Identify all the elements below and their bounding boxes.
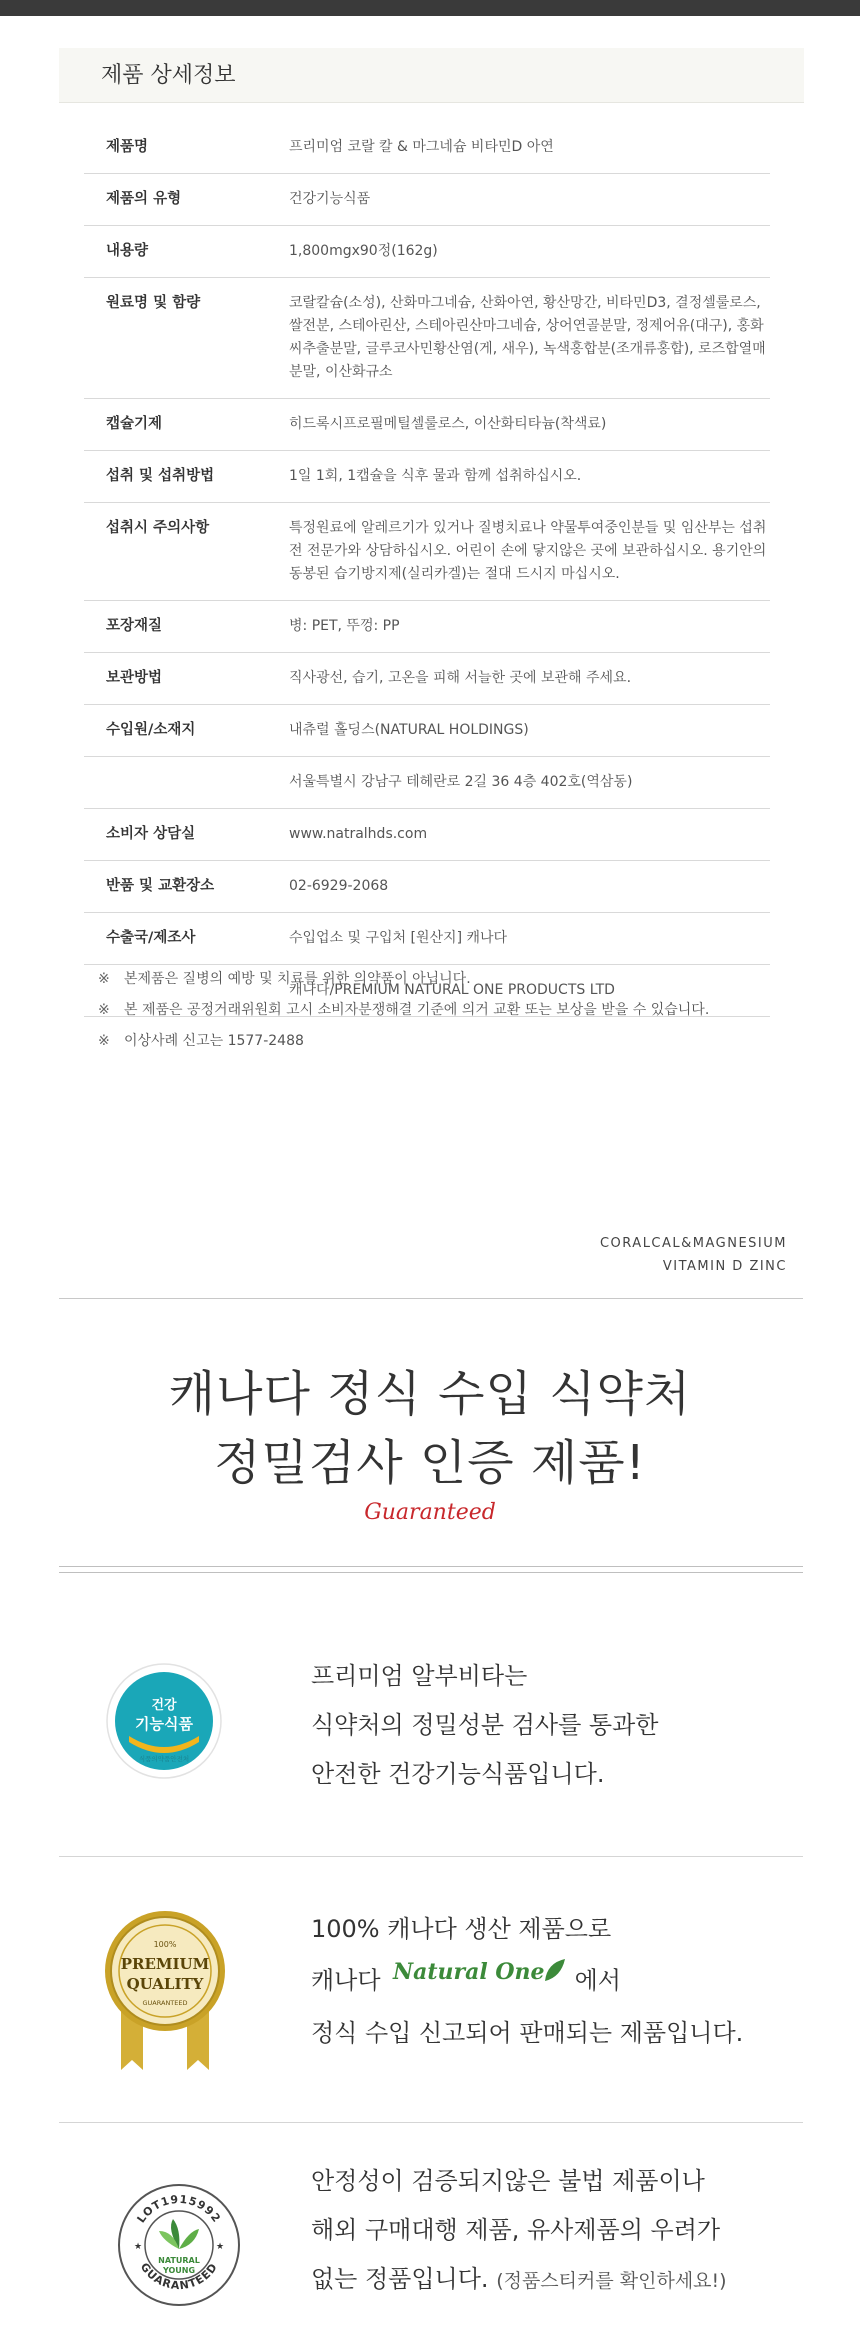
spec-value: 수입업소 및 구입처 [원산지] 캐나다 (289, 930, 508, 946)
spec-value: 프리미엄 코랄 칼 & 마그네슘 비타민D 아연 (289, 139, 554, 155)
notice-text: 본 제품은 공정거래위원회 고시 소비자분쟁해결 기준에 의거 교환 또는 보상을 받을 수 있습니다. (124, 1002, 710, 1018)
feature-health-food (59, 1600, 803, 1840)
feature-genuine-product (59, 2123, 803, 2335)
feature-1-line: 안전한 건강기능식품입니다. (311, 1760, 605, 1788)
svg-text:100%: 100% (153, 1940, 177, 1949)
spec-value: 히드록시프로필메틸셀룰로스, 이산화티타늄(착색료) (289, 416, 607, 432)
spec-value: 코랄칼슘(소성), 산화마그네슘, 산화아연, 황산망간, 비타민D3, 결정셀룰로스, 쌀전분, 스테아린산, 스테아린산마그네슘, 상어연골분말, 정제어유(대구), 홍화씨추출분말, 글루코사민황산염(게, 새우), 녹색홍합분(조개류홍합), 로즈합열매분말, 이산화규소 (289, 295, 766, 380)
spec-value: 병: PET, 뚜껑: PP (289, 618, 400, 634)
spec-label: 제품명 (106, 139, 149, 155)
feature-3-text (311, 2157, 727, 2306)
feature-3-line (311, 2255, 727, 2306)
spec-value: www.natralhds.com (289, 826, 428, 842)
spec-row (84, 809, 770, 861)
premium-quality-badge-icon (103, 1905, 227, 2079)
spec-label: 제품의 유형 (106, 191, 182, 207)
health-food-badge-icon (105, 1662, 223, 1784)
natural-one-logo-icon (387, 1951, 569, 2006)
feature-2-line (311, 1954, 743, 2009)
spec-label: 섭취 및 섭취방법 (106, 468, 215, 484)
notice-mark: ※ (98, 971, 110, 987)
spec-label (84, 757, 289, 809)
natural-young-seal-icon (117, 2183, 241, 2311)
svg-text:건강: 건강 (151, 1698, 177, 1713)
feature-3-line: 안정성이 검증되지않은 불법 제품이나 (311, 2167, 705, 2195)
double-divider-bottom (59, 1572, 803, 1573)
spec-value: 건강기능식품 (289, 191, 371, 207)
feature-2-line: 정식 수입 신고되어 판매되는 제품입니다. (311, 2019, 744, 2047)
notice-list (98, 964, 798, 1057)
svg-text:QUALITY: QUALITY (126, 1975, 204, 1993)
feature-3-line-main: 없는 정품입니다. (311, 2265, 489, 2293)
svg-text:기능식품: 기능식품 (135, 1715, 193, 1733)
spec-value: 서울특별시 강남구 테헤란로 2길 36 4층 402호(역삼동) (289, 774, 633, 790)
feature-2-line-suffix: 에서 (574, 1966, 621, 1995)
svg-text:PREMIUM: PREMIUM (120, 1955, 210, 1973)
spec-label: 원료명 및 함량 (106, 295, 201, 311)
spec-row (84, 913, 770, 965)
svg-text:YOUNG: YOUNG (162, 2266, 196, 2275)
notice-text: 본제품은 질병의 예방 및 치료를 위한 의약품이 아닙니다. (124, 971, 471, 987)
detail-title: 제품 상세정보 (101, 63, 236, 88)
spec-value: 내츄럴 홀딩스(NATURAL HOLDINGS) (289, 722, 529, 738)
notice-text: 이상사례 신고는 1577-2488 (124, 1033, 304, 1049)
feature-3-line: 해외 구매대행 제품, 유사제품의 우려가 (311, 2216, 721, 2244)
detail-header (59, 48, 804, 103)
spec-label: 반품 및 교환장소 (106, 878, 215, 894)
spec-row (84, 653, 770, 705)
feature-2-line: 100% 캐나다 생산 제품으로 (311, 1915, 612, 1943)
svg-text:★: ★ (216, 2242, 225, 2252)
spec-label: 소비자 상담실 (106, 826, 196, 842)
spec-label: 포장재질 (106, 618, 163, 634)
brand-line-1: CORALCAL&MAGNESIUM (599, 1236, 787, 1251)
notice-item (98, 995, 798, 1026)
notice-mark: ※ (98, 1002, 110, 1018)
spec-table (84, 122, 770, 1017)
double-divider-top (59, 1566, 803, 1567)
sticker-check-note: (정품스티커를 확인하세요!) (496, 2270, 727, 2292)
feature-1-line: 프리미엄 알부비타는 (311, 1662, 528, 1690)
spec-row (84, 861, 770, 913)
headline-line-2: 정밀검사 인증 제품! (214, 1435, 646, 1491)
svg-text:GUARANTEED: GUARANTEED (142, 1999, 188, 2007)
spec-value: 특정원료에 알레르기가 있거나 질병치료나 약물투여중인분들 및 임산부는 섭취전 전문가와 상담하십시오. 어린이 손에 닿지않은 곳에 보관하십시오. 용기안의 동봉된 습기방지제(실리카겔)는 절대 드시지 마십시오. (289, 520, 767, 582)
spec-row (84, 122, 770, 174)
svg-text:★: ★ (134, 2242, 143, 2252)
top-bar (0, 0, 860, 16)
spec-row (84, 757, 770, 809)
spec-row (84, 226, 770, 278)
feature-1-text (311, 1652, 658, 1799)
svg-text:식품의약품안전처: 식품의약품안전처 (138, 1755, 190, 1763)
guaranteed-tagline: Guaranteed (364, 1500, 496, 1525)
spec-row (84, 399, 770, 451)
notice-item (98, 964, 798, 995)
notice-mark: ※ (98, 1033, 110, 1049)
brand-line-2: VITAMIN D ZINC (662, 1259, 787, 1274)
notice-item (98, 1026, 798, 1057)
spec-label: 내용량 (106, 243, 149, 259)
spec-row (84, 705, 770, 757)
spec-value: 1일 1회, 1캡슐을 식후 물과 함께 섭취하십시오. (289, 468, 582, 484)
spec-row (84, 503, 770, 601)
spec-value: 직사광선, 습기, 고온을 피해 서늘한 곳에 보관해 주세요. (289, 670, 632, 686)
spec-value: 캐나다/PREMIUM NATURAL ONE PRODUCTS LTD (289, 982, 615, 998)
feature-2-line-prefix: 캐나다 (311, 1966, 381, 1995)
feature-premium-quality (59, 1857, 803, 2122)
spec-row (84, 451, 770, 503)
svg-text:NATURAL: NATURAL (158, 2256, 200, 2265)
headline-line-1: 캐나다 정식 수입 식약처 (168, 1366, 692, 1422)
feature-1-line: 식약처의 정밀성분 검사를 통과한 (311, 1711, 659, 1739)
svg-text:Natural One: Natural One (392, 1959, 545, 1985)
spec-row (84, 601, 770, 653)
spec-row (84, 174, 770, 226)
spec-label: 보관방법 (106, 670, 163, 686)
spec-value: 1,800mgx90정(162g) (289, 243, 438, 259)
spec-label: 캡슐기제 (106, 416, 163, 432)
feature-2-text (311, 1905, 743, 2058)
section-divider (59, 1298, 803, 1299)
spec-label: 수출국/제조사 (106, 930, 196, 946)
spec-label: 섭취시 주의사항 (106, 520, 210, 536)
spec-label: 수입원/소재지 (106, 722, 196, 738)
svg-text:GUARANTEED: GUARANTEED (137, 2260, 221, 2293)
svg-text:LOT1915992: LOT1915992 (134, 2192, 224, 2226)
spec-value: 02-6929-2068 (289, 878, 389, 894)
spec-row (84, 278, 770, 399)
